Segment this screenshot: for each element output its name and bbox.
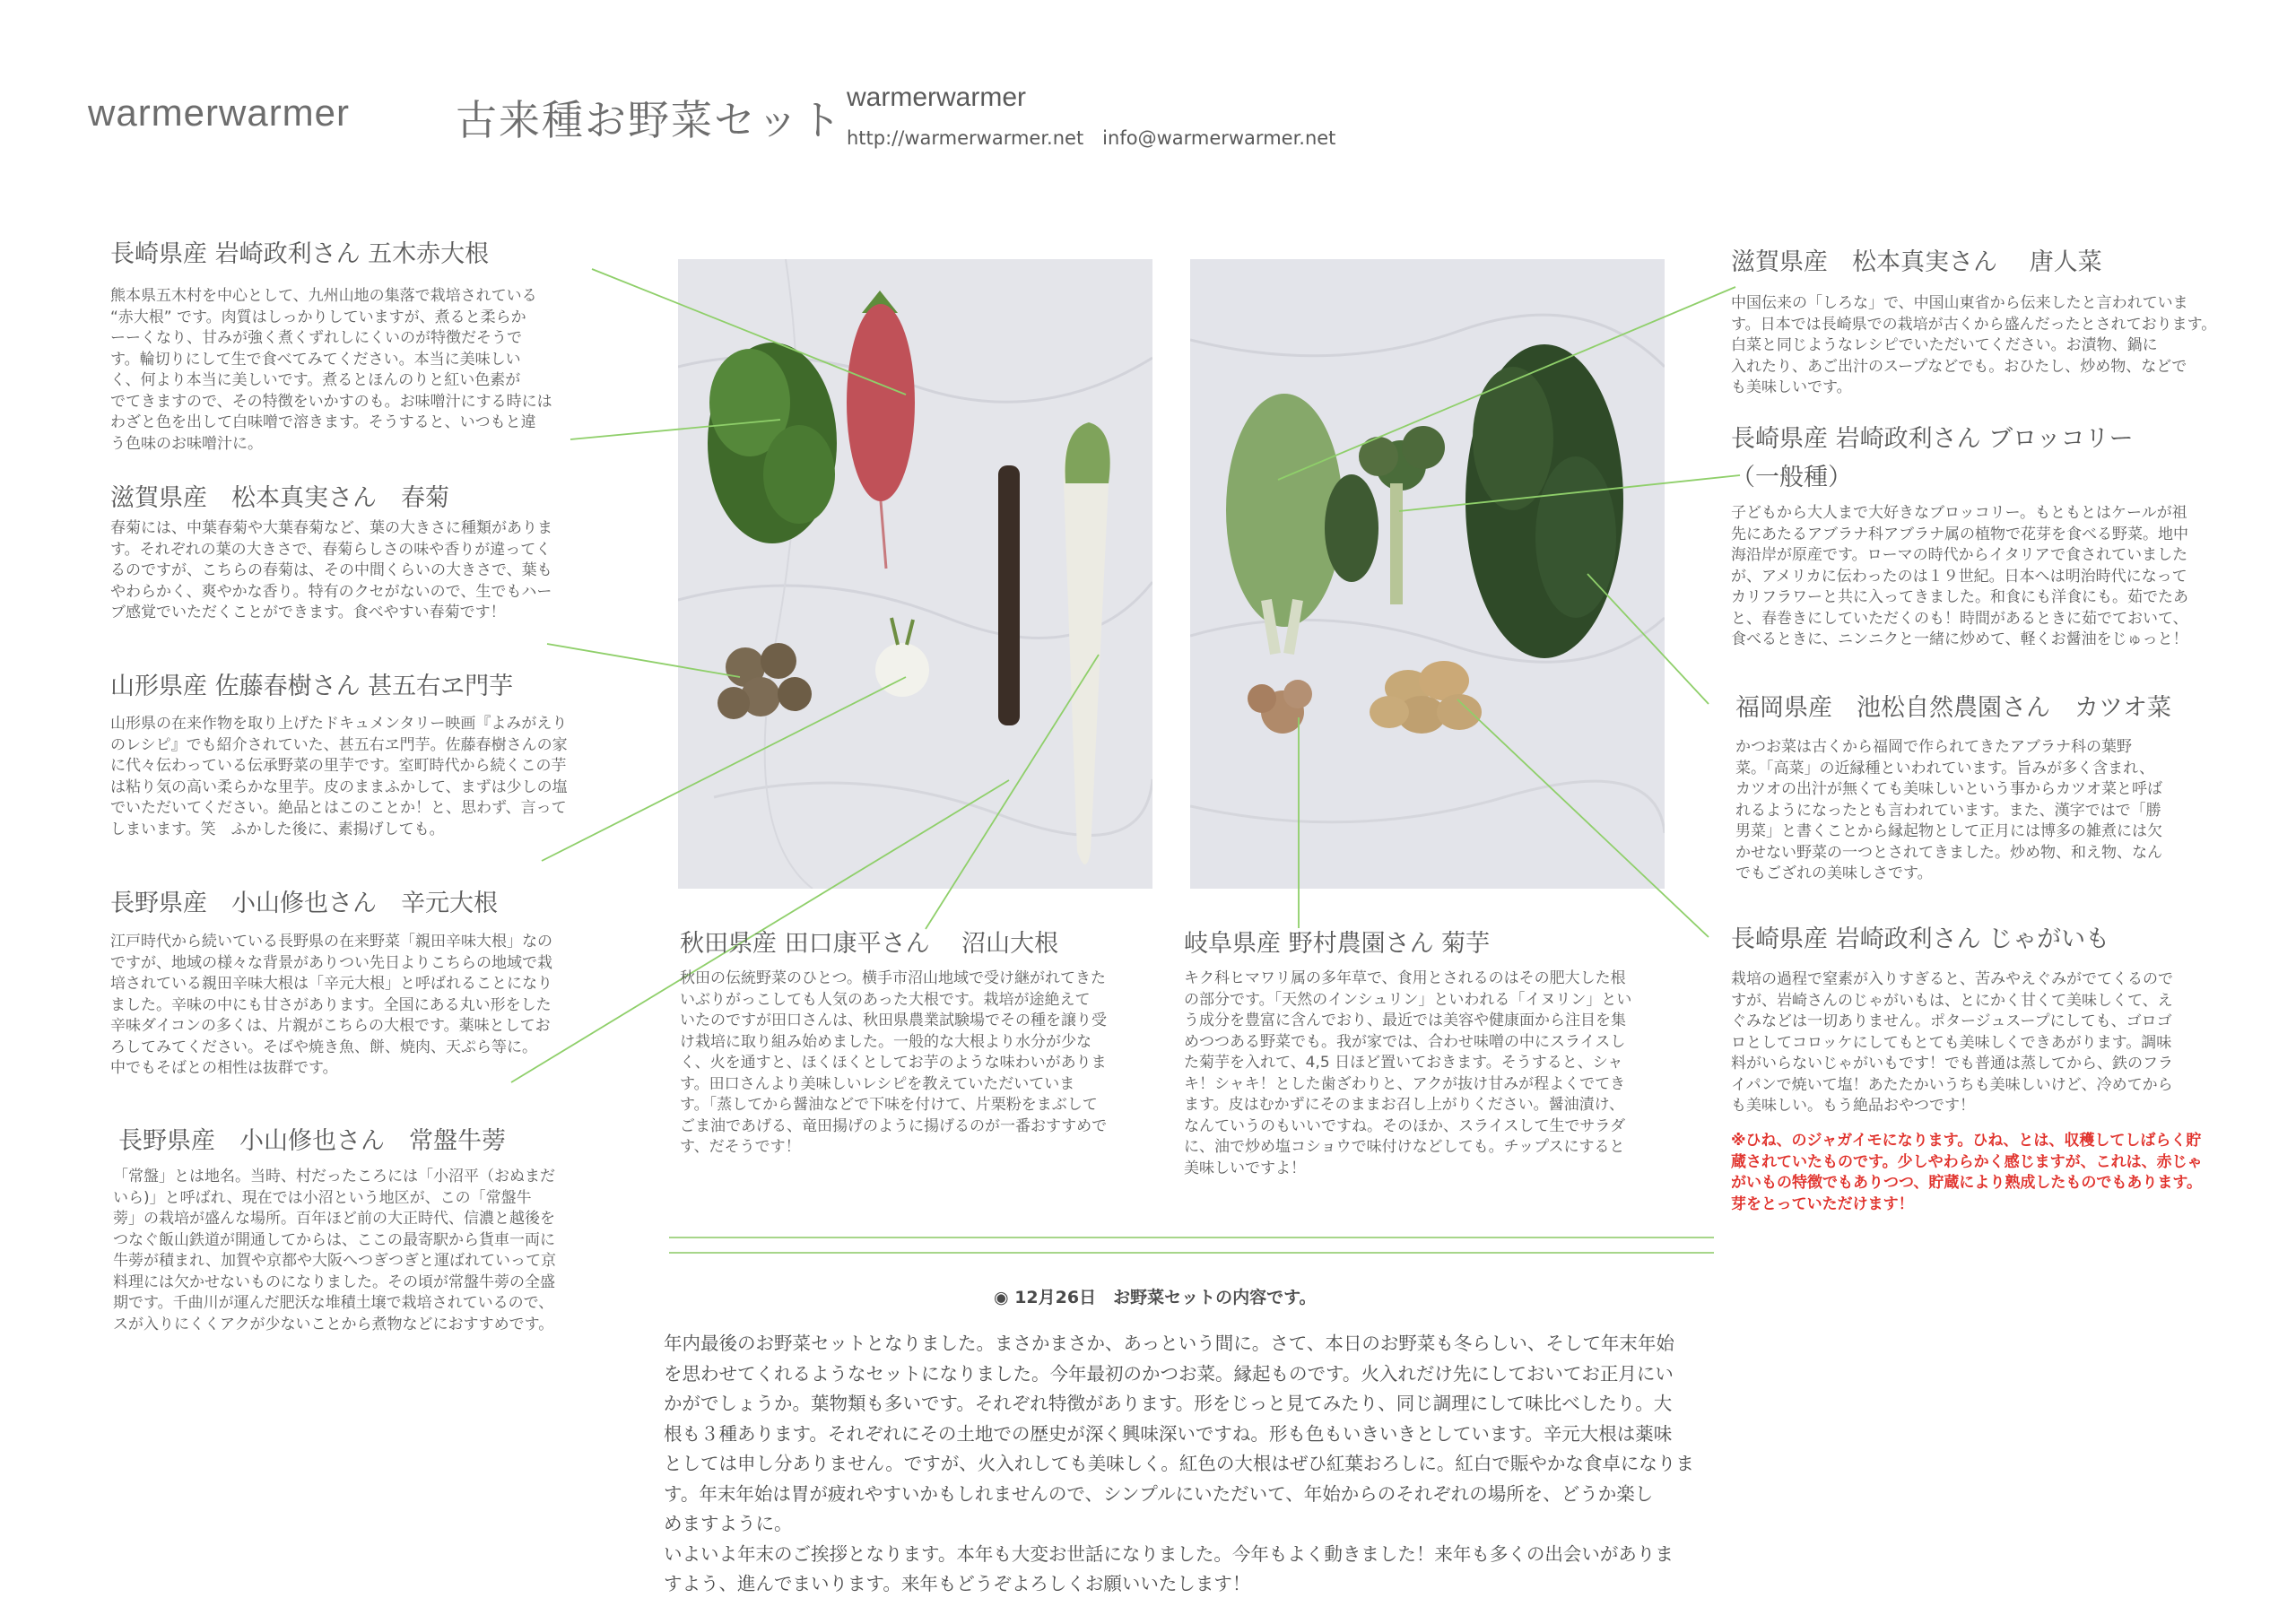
- summary-body: 年内最後のお野菜セットとなりました。まさかまさか、あっという間に。さて、本日のお野菜も冬らしい、そして年末年始 を思わせてくれるようなセットになりました。今年最初のかつお菜。縁起ものです。火入れだけ先にしておいてお正月にい かがでしょうか。葉物類も多いです。それぞれ特徴があります。形をじっと見てみたり、同じ調理にして味比べしたり。大 根も３種あります。それぞれにその土地での歴史が深く興味深いですね。形も色もいきいきとしています。辛元大根は薬味 としては申し分ありません。ですが、火入れしても美味しく。紅色の大根はぜひ紅葉おろしに。紅白で賑やかな食卓になりま す。年末年始は胃が疲れやすいかもしれませんので、シンプルにいただいて、年始からのそれぞれの場所を、どうか楽し めますように。 いよいよ年末のご挨拶となります。本年も大変お世話になりました。今年もよく動きました！来年も多くの出会いがありま すよう、進んでまいります。来年もどうぞよろしくお願いいたします！: [664, 1333, 1694, 1594]
- item-body-karamoto-daikon: 江戸時代から続いている長野県の在来野菜「親田辛味大根」なの ですが、地域の様々な背景がありつい先日よりこちらの地域で栽 培されている親田辛味大根は「辛元大根」と呼ばれることになり ました。辛味の中にも甘さがあります。全国にある丸い形をした 辛味ダイコンの多くは、片親がこちらの大根です。薬味としてお ろしてみてください。そばや焼き魚、餅、焼肉、天ぷら等に。 中でもそばとの相性は抜群です。: [110, 933, 552, 1077]
- page-title: 古来種お野菜セット: [456, 96, 843, 144]
- gobo-illustration: [998, 465, 1020, 725]
- item-heading-shungiku: 滋賀県産 松本真実さん 春菊: [110, 484, 449, 512]
- item-heading-broccoli-sub: （一般種）: [1731, 464, 1852, 491]
- item-body-numayama-daikon: 秋田の伝統野菜のひとつ。横手市沼山地域で受け継がれてきた いぶりがっこしても人気のあった大根です。栽培が途絶えて いたのですが田口さんは、秋田県農業試験場でその種を譲り受 け栽培に取り組み始めました。一般的な大根より水分が少な く、火を通すと、ほくほくとしてお芋のような味わいがありま す。田口さんより美味しいレシピを教えていただいていま す。「蒸してから醤油などで下味を付けて、片栗粉をまぶして ごま油であげる、竜田揚げのように揚げるのが一番おすすめで す、だそうです！: [680, 969, 1108, 1156]
- item-body-shungiku: 春菊には、中葉春菊や大葉春菊など、葉の大きさに種類がありま す。それぞれの葉の大きさで、春菊らしさの味や香りが違ってく るのですが、こちらの春菊は、その中間くらいの大きさで、葉も やわらかく、爽やかな香り。特有のクセがないので、生でもハー ブ感覚でいただくことができます。食べやすい春菊です！: [110, 519, 552, 621]
- item-heading-tojinna: 滋賀県産 松本真実さん 唐人菜: [1731, 248, 2102, 276]
- katsuona-illustration: [1465, 344, 1623, 658]
- item-heading-satoimo: 山形県産 佐藤春樹さん 甚五右ヱ門芋: [110, 673, 514, 700]
- item-body-itsuki-daikon: 熊本県五木村を中心として、九州山地の集落で栽培されている “赤大根” です。肉質はしっかりしていますが、煮ると柔らか ーーくなり、甘みが強く煮くずれしにくいのが特徴だそうで す。輪切りにして生で食べてみてください。本当に美味しい く、何より本当に美しいです。煮るとほんのりと紅い色素が でてきますので、その特徴をいかすのも。お味噌汁にする時には わざと色を出して白味噌で溶きます。そうすると、いつもと違 う色味のお味噌汁に。: [110, 287, 552, 453]
- item-heading-katsuona: 福岡県産 池松自然農園さん カツオ菜: [1735, 694, 2171, 722]
- divider-top: [669, 1237, 1714, 1238]
- shungiku-illustration: [708, 343, 837, 543]
- item-heading-itsuki-daikon: 長崎県産 岩崎政利さん 五木赤大根: [110, 240, 490, 268]
- item-heading-karamoto-daikon: 長野県産 小山修也さん 辛元大根: [110, 890, 498, 917]
- item-body-kikuimo: キク科ヒマワリ属の多年草で、食用とされるのはその肥大した根 の部分です。「天然のインシュリン」といわれる「イヌリン」とい う成分を豊富に含んでおり、最近では美容や健康面から注目を集 めつつある野菜でも。我が家では、合わせ味噌の中にスライスし た菊芋を入れて、4,5 日ほど置いておきます。そうすると、シャ キ！シャキ！とした歯ざわりと、アクが抜け甘みが程よくでてき ます。皮はむかずにそのままお召し上がりください。醤油漬け、 なんていうのもいいですね。そのほか、スライスして生でサラダ に、油で炒め塩コショウで味付けなどしても。チップスにすると 美味しいですよ！: [1184, 969, 1632, 1177]
- item-body-broccoli: 子どもから大人まで大好きなブロッコリー。もともとはケールが祖 先にあたるアブラナ科アブラナ属の植物で花芽を食べる野菜。地中 海沿岸が原産です。ローマの時代からイタリアで食されていました が、アメリカに伝わったのは１９世紀。日本へは明治時代になって カリフラワーと共に入ってきました。和食にも洋食にも。茹でたあ と、春巻きにしていただくのも！時間があるときに茹でておいて、 食べるときに、ニンニクと一緒に炒めて、軽くお醤油をじゅっと！: [1731, 504, 2188, 648]
- item-body-jagaimo: 栽培の過程で窒素が入りすぎると、苦みやえぐみがでてくるので すが、岩崎さんのじゃがいもは、とにかく甘くて美味しくて、え ぐみなどは一切ありません。ポタージュスープにしても、ゴロゴ ロとしてコロッケにしてもとても美味しくできあがります。調味 料がいらないじゃがいもです！でも普通は蒸してから、鉄のフラ イパンで焼いて塩！あたたかいうちも美味しいけど、冷めてから も美味しい。もう絶品おやつです！: [1731, 970, 2173, 1115]
- item-body-katsuona: かつお菜は古くから福岡で作られてきたアブラナ科の葉野 菜。「高菜」の近縁種といわれています。旨みが多く含まれ、 カツオの出汁が無くても美味しいという事からカツオ菜と呼ば れるようになったとも言われています。また、漢字ではで「勝 男菜」と書くことから縁起物として正月には博多の雑煮には欠 かせない野菜の一つとされてきました。炒め物、和え物、なん でもござれの美味しさです。: [1735, 738, 2162, 882]
- item-heading-jagaimo: 長崎県産 岩崎政利さん じゃがいも: [1731, 925, 2110, 953]
- site-name: warmerwarmer: [847, 83, 1027, 112]
- brand-title: warmerwarmer: [88, 91, 351, 134]
- summary-heading: ◉ 12月26日 お野菜セットの内容です。: [994, 1288, 1317, 1307]
- item-heading-broccoli: 長崎県産 岩崎政利さん ブロッコリー: [1731, 425, 2134, 453]
- item-body-tokiwa-gobo: 「常盤」とは地名。当時、村だったころには「小沼平（おぬまだ いら)」と呼ばれ、現在では小沼という地区が、この「常盤牛 蒡」の栽培が盛んな場所。百年ほど前の大正時代、信濃と越後を つなぐ飯山鉄道が開通してからは、ここの最寄駅から貨車一両に 牛蒡が積まれ、加賀や京都や大阪へつぎつぎと運ばれていって京 料理には欠かせないものになりました。その頃が常盤牛蒡の全盛 期です。千曲川が運んだ肥沃な堆積土壌で栽培されているので、 スが入りにくくアクが少ないことから煮物などにおすすめです。: [113, 1168, 557, 1333]
- site-url[interactable]: http://warmerwarmer.net info@warmerwarmer.net: [847, 127, 1336, 149]
- divider-bottom: [669, 1252, 1714, 1254]
- vegetable-photo-left: [678, 259, 1152, 889]
- item-body-tojinna: 中国伝来の「しろな」で、中国山東省から伝来したと言われていま す。日本では長崎県での栽培が古くから盛んだったとされております。 白菜と同じようなレシピでいただいてください。お漬物、鍋に 入れたり、あご出汁のスープなどでも。おひたし、炒め物、などで も美味しいです。: [1731, 294, 2217, 396]
- item-heading-numayama-daikon: 秋田県産 田口康平さん 沼山大根: [680, 930, 1059, 958]
- item-body-satoimo: 山形県の在来作物を取り上げたドキュメンタリー映画『よみがえり のレシピ』でも紹介されていた、甚五右ヱ門芋。佐藤春樹さんの家 に代々伝わっている伝承野菜の里芋です。室町時代から続くこの芋 は粘り気の高い柔らかな里芋。皮のままふかして、まずは少しの塩 でいただいてください。絶品とはこのことか！と、思わず、言って しまいます。笑 ふかした後に、素揚げしても。: [110, 715, 568, 838]
- item-heading-kikuimo: 岐阜県産 野村農園さん 菊芋: [1184, 930, 1491, 958]
- item-note-jagaimo: ※ひね、のジャガイモになります。ひね、とは、収穫してしばらく貯 蔵されていたものです。少しやわらかく感じますが、これは、赤じゃ がいもの特徴でもありつつ、貯蔵により熟成したものでもあります。 芽をとっていただけます！: [1731, 1132, 2203, 1213]
- item-heading-tokiwa-gobo: 長野県産 小山修也さん 常盤牛蒡: [118, 1127, 506, 1155]
- vegetable-photo-right: [1190, 259, 1665, 889]
